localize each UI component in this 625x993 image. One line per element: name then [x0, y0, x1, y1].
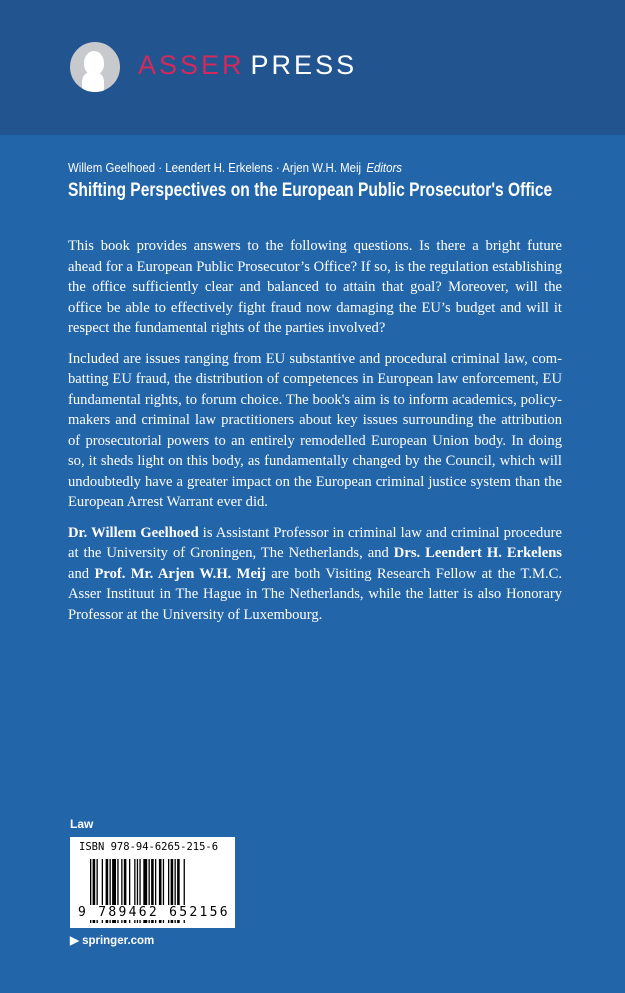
publisher-logo-icon — [70, 42, 120, 92]
isbn-text: ISBN 978-94-6265-215-6 — [79, 841, 219, 853]
description — [68, 236, 562, 635]
paragraph: Included are issues ranging from EU substantive and procedural criminal law, combatting EU fraud, the distribution of competences in European law enforcement, EU fundamental rights, to forum choice. The book's aim is to inform academics, policy-makers and criminal law practitioners about key issues surrounding the attribution of prosecutorial powers to an entirely remodelled European Union body. In doing so, it sheds light on this body, as fundamentally changed by the Council, which will undoubtedly have a greater impact on the European criminal justice system than the European Arrest Warrant ever did. — [68, 350, 562, 510]
author-bio: Dr. Willem Geelhoed is Assistant Professor in criminal law and criminal procedure at the University of Groningen, The Netherlands, and Drs. Leendert H. Erkelens and Prof. Mr. Arjen W.H. Meij are both Visiting Research Fellow at the T.M.C. Asser Instituut in The Hague in The Netherlands, while the latter is also Honorary Professor at the University of Luxembourg. — [68, 524, 562, 623]
editor-names: Willem Geelhoed · Leendert H. Erkelens · Arjen W.H. Meij — [68, 160, 362, 175]
triangle-right-icon: ▶ — [70, 935, 79, 947]
barcode-box — [70, 837, 235, 928]
editors-role: Editors — [366, 160, 403, 175]
website-link[interactable]: ▶ springer.com — [70, 935, 155, 947]
editors-line — [68, 160, 402, 175]
book-title: Shifting Perspectives on the European Public Prosecutor's Office — [68, 180, 553, 201]
ean-number: 9 789462 652156 — [78, 905, 230, 920]
paragraph: This book provides answers to the following questions. Is there a bright future ahead for a European Public Prosecutor’s Office? If so, is the regulation establishing the office sufficiently clear and balanced to attain that goal? Moreover, will the office be able to effectively fight fraud now damaging the EU’s budget and will it respect the fundamental rights of the parties involved? — [68, 238, 562, 336]
header-band — [0, 0, 625, 135]
category-label: Law — [70, 817, 94, 831]
publisher-name: ASSER PRESS — [138, 50, 358, 80]
